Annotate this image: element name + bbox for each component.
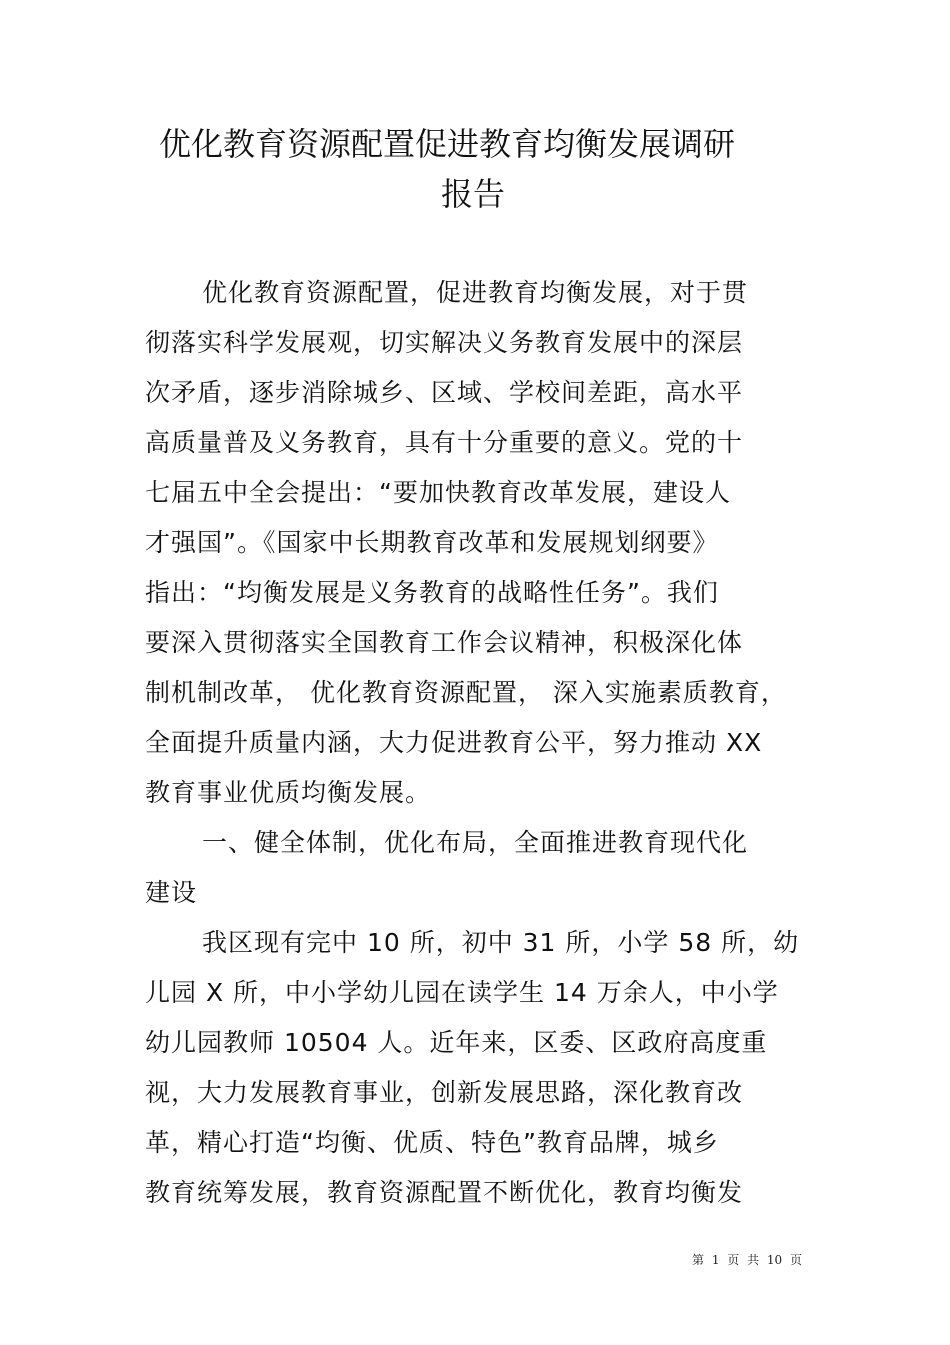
body-line: 我区现有完中 10 所，初中 31 所，小学 58 所，幼 [202,928,800,957]
body-line: 儿园 X 所，中小学幼儿园在读学生 14 万余人，中小学 [145,978,779,1007]
document-title-line-1: 优化教育资源配置促进教育均衡发展调研 [159,125,736,163]
body-line: 要深入贯彻落实全国教育工作会议精神，积极深化体 [145,628,744,657]
document-title-line-2: 报告 [441,175,506,213]
body-line: 制机制改革， 优化教育资源配置， 深入实施素质教育， [145,678,787,707]
body-line: 革，精心打造“均衡、优质、特色”教育品牌，城乡 [145,1128,719,1157]
body-line: 教育事业优质均衡发展。 [145,778,432,807]
body-line: 才强国”。《国家中长期教育改革和发展规划纲要》 [145,528,719,557]
body-line: 高质量普及义务教育，具有十分重要的意义。党的十 [145,428,744,457]
section-heading-line: 一、健全体制，优化布局，全面推进教育现代化 [202,828,749,857]
body-line: 全面提升质量内涵，大力促进教育公平，努力推动 XX [145,728,763,757]
body-line: 幼儿园教师 10504 人。近年来，区委、区政府高度重 [145,1028,768,1057]
body-line: 教育统筹发展，教育资源配置不断优化，教育均衡发 [145,1178,744,1207]
page-number-footer: 第 1 页 共 10 页 [692,1253,802,1267]
body-line: 视，大力发展教育事业，创新发展思路，深化教育改 [145,1078,744,1107]
section-heading-line: 建设 [145,878,198,907]
body-line: 次矛盾，逐步消除城乡、区域、学校间差距，高水平 [145,378,744,407]
body-line: 彻落实科学发展观，切实解决义务教育发展中的深层 [145,328,744,357]
body-line: 优化教育资源配置，促进教育均衡发展，对于贯 [202,278,749,307]
body-line: 指出：“均衡发展是义务教育的战略性任务”。我们 [145,578,719,607]
body-line: 七届五中全会提出：“要加快教育改革发展，建设人 [145,478,731,507]
